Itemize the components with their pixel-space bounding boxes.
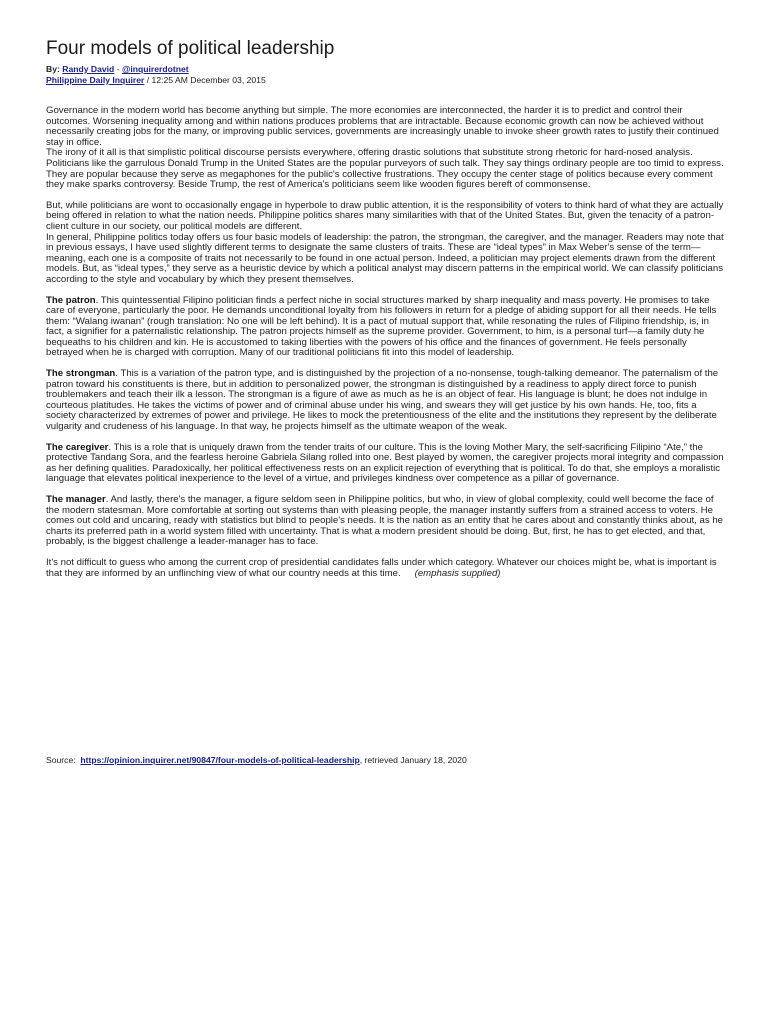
author-link[interactable]: Randy David bbox=[62, 64, 115, 74]
byline-label: By: bbox=[46, 64, 60, 74]
byline bbox=[46, 64, 726, 75]
strongman-heading: The strongman bbox=[46, 368, 116, 380]
paragraph-caregiver: The caregiver. This is a role that is uniquely drawn from the tender traits of our culture. This is the loving Mother Mary, the self-sacrificing Filipino “Ate,” the protective Tandang Sora, and the fearless heroine Gabriela Silang rolled into one. Best played by women, the caregiver projects moral integrity and compassion as her defining qualities. Paradoxically, her political effectiveness rests on an explicit rejection of everything that is political. To do that, she employs a moralistic language that elevates political inexperience to the level of a virtue, and privileges kindness over competence as a pillar of governance. bbox=[46, 441, 724, 485]
emphasis-note: (emphasis supplied) bbox=[414, 567, 501, 579]
publication-line bbox=[46, 75, 726, 86]
article-title: Four models of political leadership bbox=[46, 38, 335, 59]
article-body bbox=[46, 106, 726, 579]
paragraph-strongman: The strongman. This is a variation of the patron type, and is distinguished by the projection of a no-nonsense, tough-talking demeanor. The paternalism of the patron toward his constituents is there, but in addition to personalized power, the strongman is distinguished by a readiness to apply direct force to punish troublemakers and teach their ilk a lesson. The strongman is a figure of awe as much as he is an object of fear. His language is blunt; he does not indulge in courteous platitudes. He takes the victims of power and of criminal abuse under his wing, and swears they will get justice by his own hands. He, too, fits a society characterized by extremes of power and privilege. He likes to mock the pretentiousness of the elite and the institutions they represent by the deliberate vulgarity and crudeness of his language. In that way, he projects himself as the ultimate weapon of the weak. bbox=[46, 368, 719, 433]
paragraph-3: But, while politicians are wont to occasionally engage in hyperbole to draw public attention, it is the responsibility of voters to think hard of what they are actually being offered in relation to what the nation needs. Philippine politics shares many similarities with that of the United States. But, given the tenacity of a patron-client culture in our society, our political models are different. bbox=[46, 199, 724, 232]
paragraph-conclusion: It's not difficult to guess who among the current crop of presidential candidates falls under which category. Whatever our choices might be, what is important is that they are informed by an unflinching view of what our country needs at this time. (emphasis supplied) bbox=[46, 556, 717, 579]
paragraph-4: In general, Philippine politics today offers us four basic models of leadership: the patron, the strongman, the caregiver, and the manager. Readers may note that in previous essays, I have used slightly different terms to designate the same clusters of traits. These are “ideal types” in Max Weber's sense of the term—meaning, each one is a composite of traits not necessarily to be found in one actual person. Indeed, a politician may project elements drawn from the different models. But, as “ideal types,” they serve as a heuristic device by which a political analyst may discern patterns in the empirical world. We can classify politicians according to the style and vocabulary by which they present themselves. bbox=[46, 231, 724, 285]
paragraph-1: Governance in the modern world has become anything but simple. The more economies are interconnected, the harder it is to predict and control their outcomes. Worsening inequality among and within nations produces problems that are intractable. Because economic growth can now be achieved without necessarily creating jobs for the many, or improving public services, governments are increasingly unable to invoke sheer growth rates to justify their continued stay in office. bbox=[46, 105, 719, 148]
source-retrieved: , retrieved January 18, 2020 bbox=[359, 755, 467, 765]
handle-link[interactable]: @inquirerdotnet bbox=[121, 64, 189, 74]
paragraph-manager: The manager. And lastly, there's the manager, a figure seldom seen in Philippine politics, but who, in view of global complexity, could well become the face of the modern statesman. More comfortable at sorting out systems than with pleasing people, the manager instantly suffers from a strained access to voters. He comes out cold and uncaring, ready with statistics but blind to people's needs. It is the nation as an entity that he cares about and constantly thinks about, as he charts its preferred path in a world system filled with uncertainty. That is what a modern president should be doing. But, first, he has to get elected, and that, probably, is the biggest challenge a leader-manager has to face. bbox=[46, 494, 724, 548]
patron-heading: The patron bbox=[46, 294, 96, 306]
source-label: Source: bbox=[46, 755, 76, 765]
caregiver-heading: The caregiver bbox=[46, 441, 109, 453]
paragraph-patron: The patron. This quintessential Filipino politician finds a perfect niche in social structures marked by sharp inequality and mass poverty. He promises to take care of everyone, particularly the poor. He demands unconditional loyalty from his followers in return for a pledge of abiding support for all their needs. He tells them: “Walang iwanan” (rough translation: No one will be left behind). It is a pact of mutual support that, while resonating the rules of Filipino friendship, is, in fact, a signifier for a paternalistic relationship. The patron projects himself as the supreme provider. Government, to him, is a personal turf—a family duty he bequeaths to his children and kin. He is accustomed to taking liberties with the powers of his office and the finances of government. He feels personally betrayed when he is charged with corruption. Many of our traditional politicians fit into this model of leadership. bbox=[46, 294, 717, 359]
byline-separator: - bbox=[116, 64, 120, 74]
dateline: / 12:25 AM December 03, 2015 bbox=[146, 75, 266, 85]
manager-heading: The manager bbox=[46, 494, 106, 505]
paragraph-2: The irony of it all is that simplistic political discourse persists everywhere, offering drastic solutions that substitute strong rhetoric for hard-nosed analysis. Politicians like the garrulous Donald Trump in the United States are the popular purveyors of such talk. They say things ordinary people are too timid to express. They are popular because they serve as megaphones for the public's collective frustrations. They occupy the center stage of politics because every comment they make sparks controversy. Beside Trump, the rest of America's politicians seem like wooden figures bereft of commonsense. bbox=[46, 147, 724, 191]
publication-link[interactable]: Philippine Daily Inquirer bbox=[46, 75, 145, 85]
article bbox=[46, 38, 726, 579]
source-line bbox=[46, 755, 467, 766]
source-link[interactable]: https://opinion.inquirer.net/90847/four-models-of-political-leadership bbox=[80, 755, 360, 765]
